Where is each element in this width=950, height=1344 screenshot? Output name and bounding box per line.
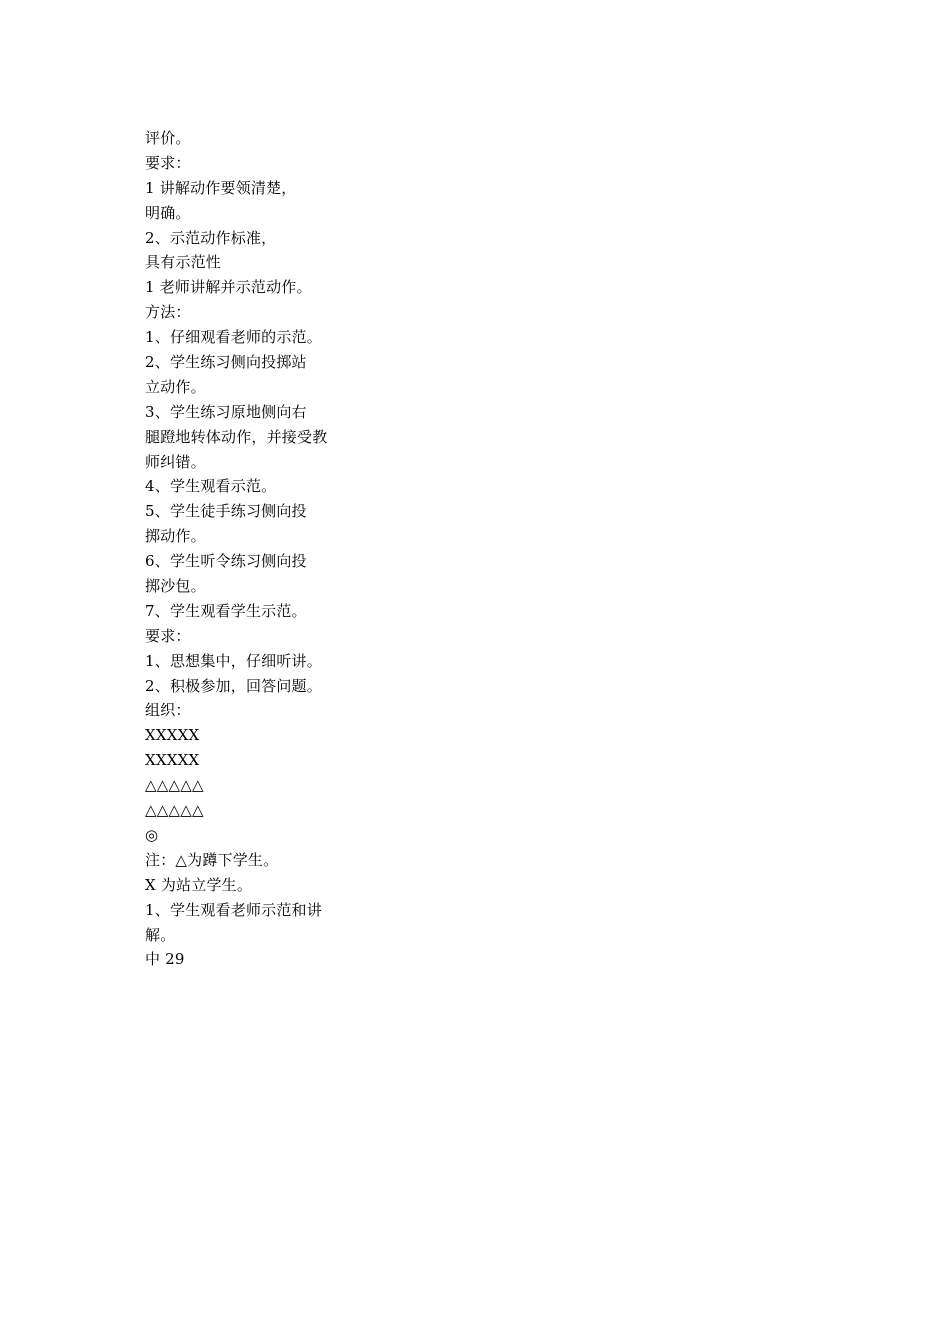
text-line: 师纠错。 (145, 452, 206, 471)
text-line: 掷动作。 (145, 527, 206, 546)
formation-row-standing: XXXXX (145, 726, 200, 745)
formation-row-squatting: △△△△△ (145, 801, 204, 820)
legend-note: X 为站立学生。 (145, 875, 253, 894)
intensity-note: 中 29 (145, 950, 185, 969)
text-line: 1、仔细观看老师的示范。 (145, 328, 322, 347)
text-line: 1 讲解动作要领清楚， (145, 178, 297, 197)
text-line: 2、学生练习侧向投掷站 (145, 353, 307, 372)
section-heading-requirements: 要求： (145, 153, 191, 172)
text-line: 1 老师讲解并示范动作。 (145, 278, 312, 297)
text-line: 5、学生徒手练习侧向投 (145, 502, 307, 521)
text-line: 4、学生观看示范。 (145, 477, 277, 496)
section-heading-organization: 组织： (145, 701, 191, 720)
text-line: 2、示范动作标准， (145, 228, 277, 247)
legend-note: 注：△为蹲下学生。 (145, 850, 279, 869)
document-body (145, 126, 405, 972)
text-line: 1、学生观看老师示范和讲 (145, 900, 322, 919)
text-line: 掷沙包。 (145, 577, 206, 596)
text-line: 2、积极参加，回答问题。 (145, 676, 322, 695)
text-line: 评价。 (145, 129, 191, 147)
text-line: 具有示范性 (145, 253, 222, 272)
section-heading-methods: 方法： (145, 303, 191, 322)
text-line: 7、学生观看学生示范。 (145, 601, 307, 620)
section-heading-requirements: 要求： (145, 626, 191, 645)
text-line: 6、学生听令练习侧向投 (145, 552, 307, 571)
text-line: 明确。 (145, 203, 191, 222)
formation-row-standing: XXXXX (145, 751, 200, 770)
text-line: 1、思想集中，仔细听讲。 (145, 651, 322, 670)
formation-row-squatting: △△△△△ (145, 776, 204, 795)
text-line: 3、学生练习原地侧向右 (145, 402, 307, 421)
teacher-symbol: ◎ (145, 825, 159, 844)
text-line: 腿蹬地转体动作，并接受教 (145, 427, 328, 446)
text-line: 解。 (145, 925, 176, 944)
text-line: 立动作。 (145, 377, 206, 396)
